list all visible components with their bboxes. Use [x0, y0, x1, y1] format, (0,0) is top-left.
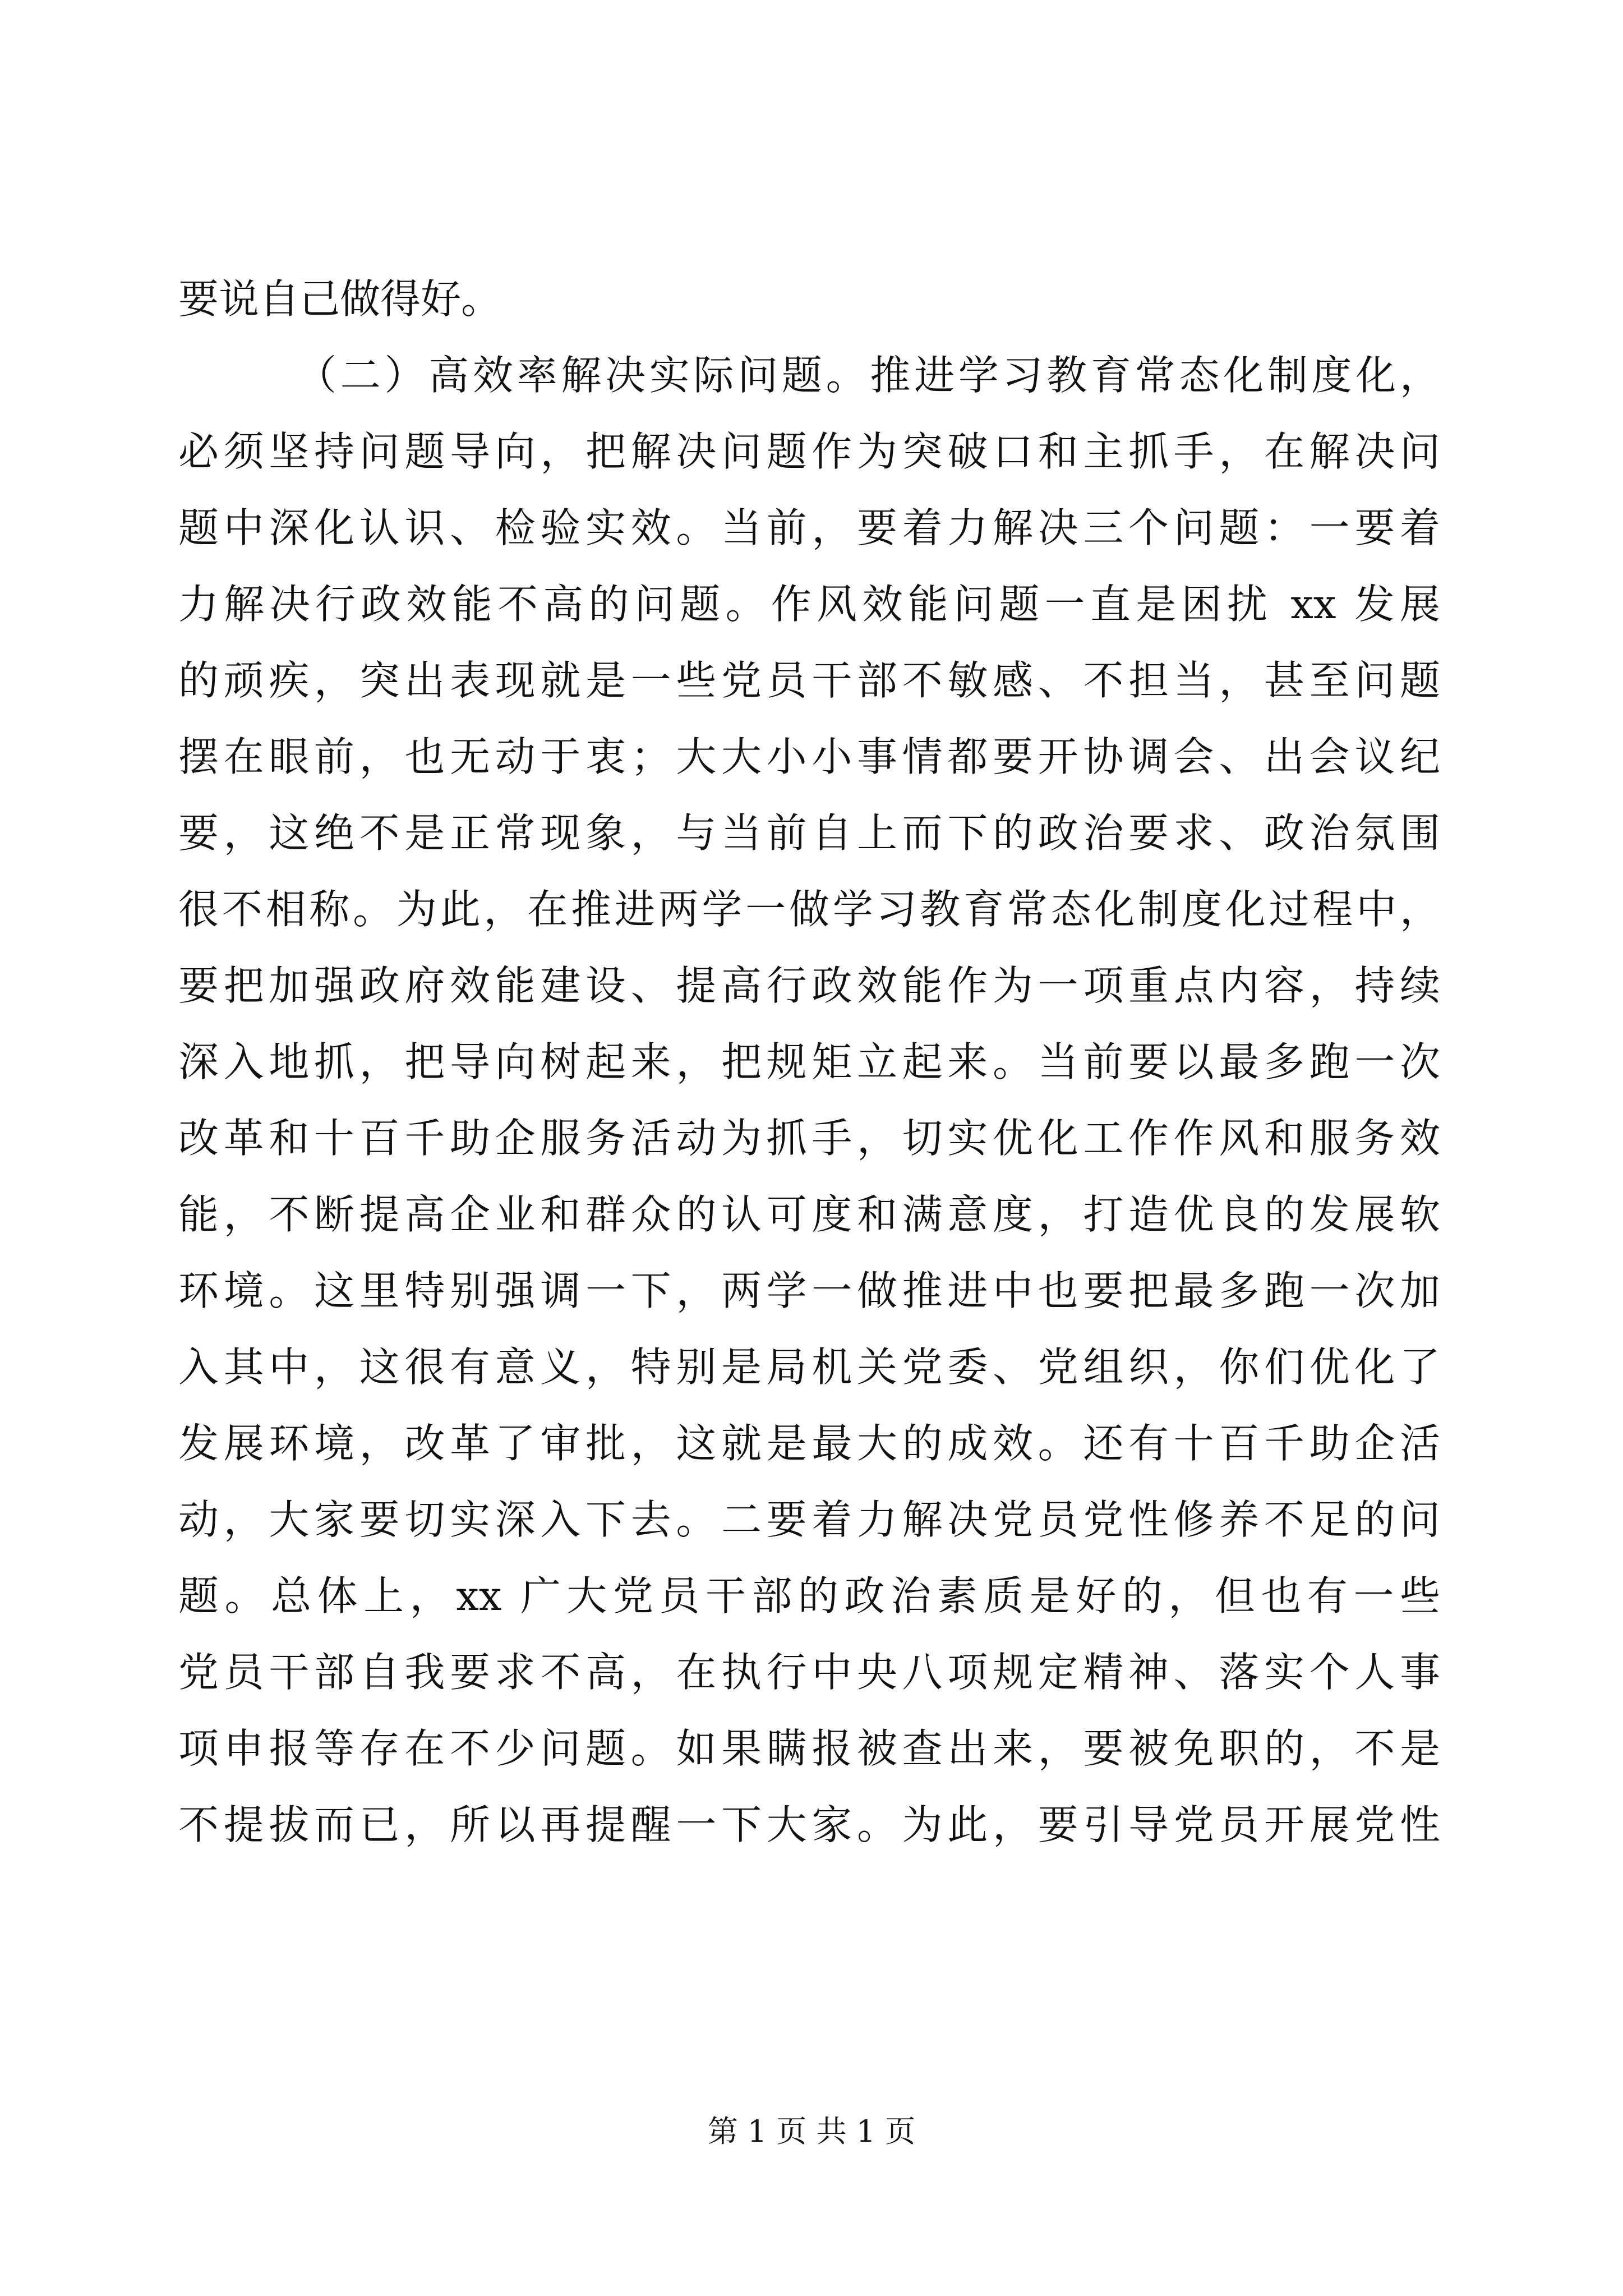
text-line: 项申报等存在不少问题。如果瞒报被查出来，要被免职的，不是	[178, 1725, 1440, 1772]
text-line: 要，这绝不是正常现象，与当前自上而下的政治要求、政治氛围	[178, 809, 1440, 857]
text-line: 能，不断提高企业和群众的认可度和满意度，打造优良的发展软	[178, 1191, 1440, 1238]
text-line: 题中深化认识、检验实效。当前，要着力解决三个问题：一要着	[178, 504, 1440, 551]
text-line: 摆在眼前，也无动于衷；大大小小事情都要开协调会、出会议纪	[178, 733, 1440, 780]
text-line: 的顽疾，突出表现就是一些党员干部不敏感、不担当，甚至问题	[178, 657, 1440, 704]
text-line: 深入地抓，把导向树起来，把规矩立起来。当前要以最多跑一次	[178, 1038, 1440, 1085]
text-line: 改革和十百千助企服务活动为抓手，切实优化工作作风和服务效	[178, 1115, 1440, 1162]
text-line: 题。总体上，xx 广大党员干部的政治素质是好的，但也有一些	[178, 1572, 1440, 1619]
text-line: 力解决行政效能不高的问题。作风效能问题一直是困扰 xx 发展	[178, 581, 1440, 628]
text-line: 必须坚持问题导向，把解决问题作为突破口和主抓手，在解决问	[178, 428, 1440, 475]
text-line: 很不相称。为此，在推进两学一做学习教育常态化制度化过程中，	[178, 886, 1440, 933]
text-line: 要说自己做得好。	[178, 275, 502, 323]
text-line: 环境。这里特别强调一下，两学一做推进中也要把最多跑一次加	[178, 1267, 1440, 1314]
page-footer	[0, 2109, 1623, 2154]
text-line: （二）高效率解决实际问题。推进学习教育常态化制度化，	[296, 352, 1440, 399]
text-line: 动，大家要切实深入下去。二要着力解决党员党性修养不足的问	[178, 1496, 1440, 1543]
text-line: 发展环境，改革了审批，这就是最大的成效。还有十百千助企活	[178, 1420, 1440, 1467]
text-line: 要把加强政府效能建设、提高行政效能作为一项重点内容，持续	[178, 962, 1440, 1009]
page-number: 第 1 页 共 1 页	[707, 2114, 916, 2149]
body-text	[178, 261, 1440, 1863]
text-line: 不提拔而已，所以再提醒一下大家。为此，要引导党员开展党性	[178, 1801, 1440, 1848]
text-line: 入其中，这很有意义，特别是局机关党委、党组织，你们优化了	[178, 1343, 1440, 1391]
text-line: 党员干部自我要求不高，在执行中央八项规定精神、落实个人事	[178, 1649, 1440, 1696]
